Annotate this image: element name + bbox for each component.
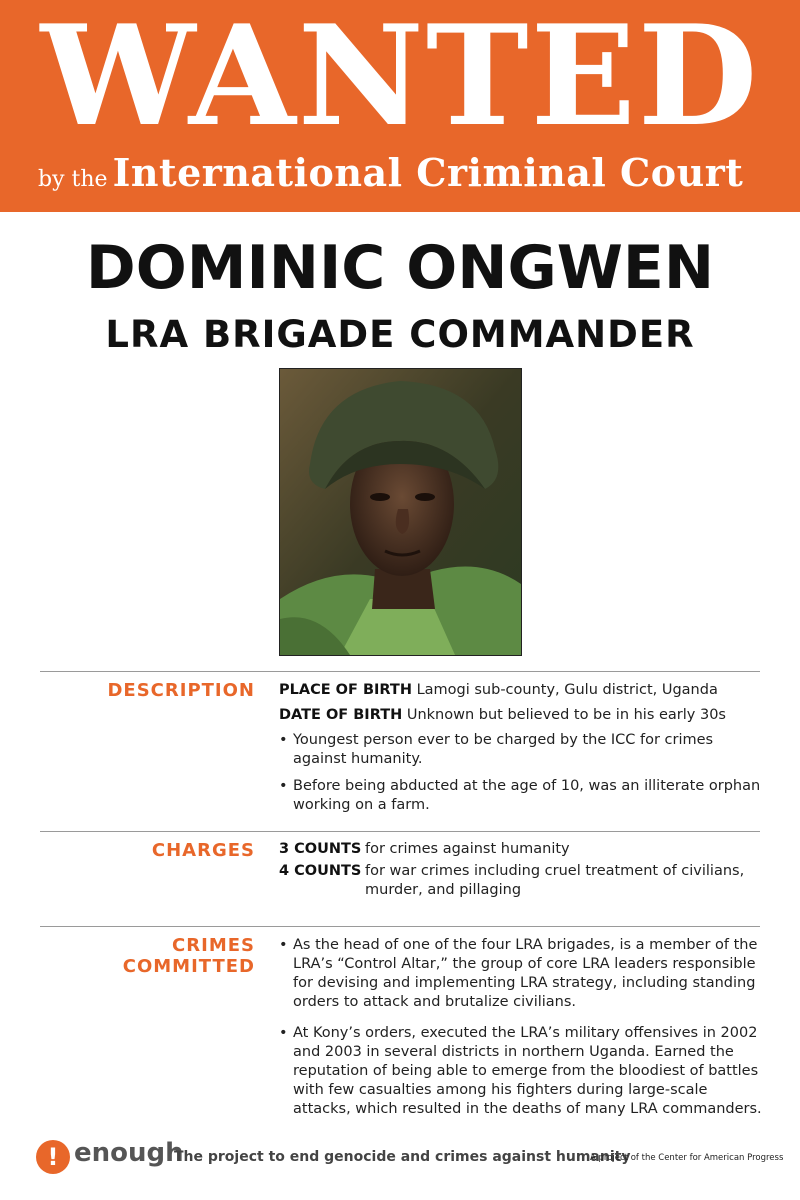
footer [36, 1138, 784, 1180]
crimes-label: CRIMES COMMITTED [122, 935, 255, 977]
enough-logo-icon: ! [36, 1140, 70, 1174]
list-item [279, 731, 769, 769]
place-value: Lamogi sub-county, Gulu district, Uganda [416, 682, 718, 698]
charge-row [279, 862, 769, 900]
charge-text: for war crimes including cruel treatment of civilians, murder, and pillaging [365, 863, 745, 898]
bullet-icon: • [279, 1025, 288, 1041]
wanted-title: WANTED [40, 0, 760, 157]
bullet-text: At Kony’s orders, executed the LRA’s military offensives in 2002 and 2003 in several districts in northern Uganda. Earned the reputation of being able to emerge from the bloodiest of battles with few casualties among his fighters during large-scale attacks, which resulted in the deaths of many LRA commanders. [293, 1025, 762, 1117]
place-of-birth [279, 681, 769, 700]
bullet-text: Before being abducted at the age of 10, was an illiterate orphan working on a farm. [293, 778, 761, 813]
dob-value: Unknown but believed to be in his early 30s [406, 707, 726, 723]
divider [40, 926, 760, 927]
person-role: LRA BRIGADE COMMANDER [105, 313, 695, 356]
list-item [279, 1024, 769, 1119]
bullet-text: As the head of one of the four LRA brigades, is a member of the LRA’s “Control Altar,” the group of core LRA leaders responsible for devising and implementing LRA strategy, including standing orders to attack and brutalize civilians. [293, 937, 758, 1010]
dob-label: DATE OF BIRTH [279, 707, 403, 723]
footer-tagline: The project to end genocide and crimes against humanity [174, 1149, 631, 1165]
description-content [279, 681, 769, 823]
bullet-icon: • [279, 778, 288, 794]
person-name: DOMINIC ONGWEN [85, 233, 715, 303]
description-label: DESCRIPTION [107, 680, 255, 701]
charge-row [279, 840, 769, 859]
crimes-content [279, 936, 769, 1127]
place-label: PLACE OF BIRTH [279, 682, 412, 698]
portrait-illustration [280, 369, 521, 655]
banner-by: by the [38, 167, 108, 192]
charges-content [279, 840, 769, 903]
bullet-icon: • [279, 937, 288, 953]
footer-caption: A project of the Center for American Progress [590, 1153, 784, 1163]
portrait-photo [279, 368, 522, 656]
list-item [279, 777, 769, 815]
divider [40, 831, 760, 832]
header-banner [0, 0, 800, 212]
enough-logo-word: enough [74, 1138, 184, 1168]
divider [40, 671, 760, 672]
charges-label: CHARGES [151, 840, 255, 861]
bullet-text: Youngest person ever to be charged by the ICC for crimes against humanity. [293, 732, 714, 767]
banner-subtitle [38, 150, 778, 195]
banner-court: International Criminal Court [112, 150, 744, 195]
list-item [279, 936, 769, 1012]
charge-count: 3 COUNTS [279, 841, 362, 857]
date-of-birth [279, 706, 769, 725]
charge-text: for crimes against humanity [365, 841, 570, 857]
charge-count: 4 COUNTS [279, 863, 362, 879]
bullet-icon: • [279, 732, 288, 748]
